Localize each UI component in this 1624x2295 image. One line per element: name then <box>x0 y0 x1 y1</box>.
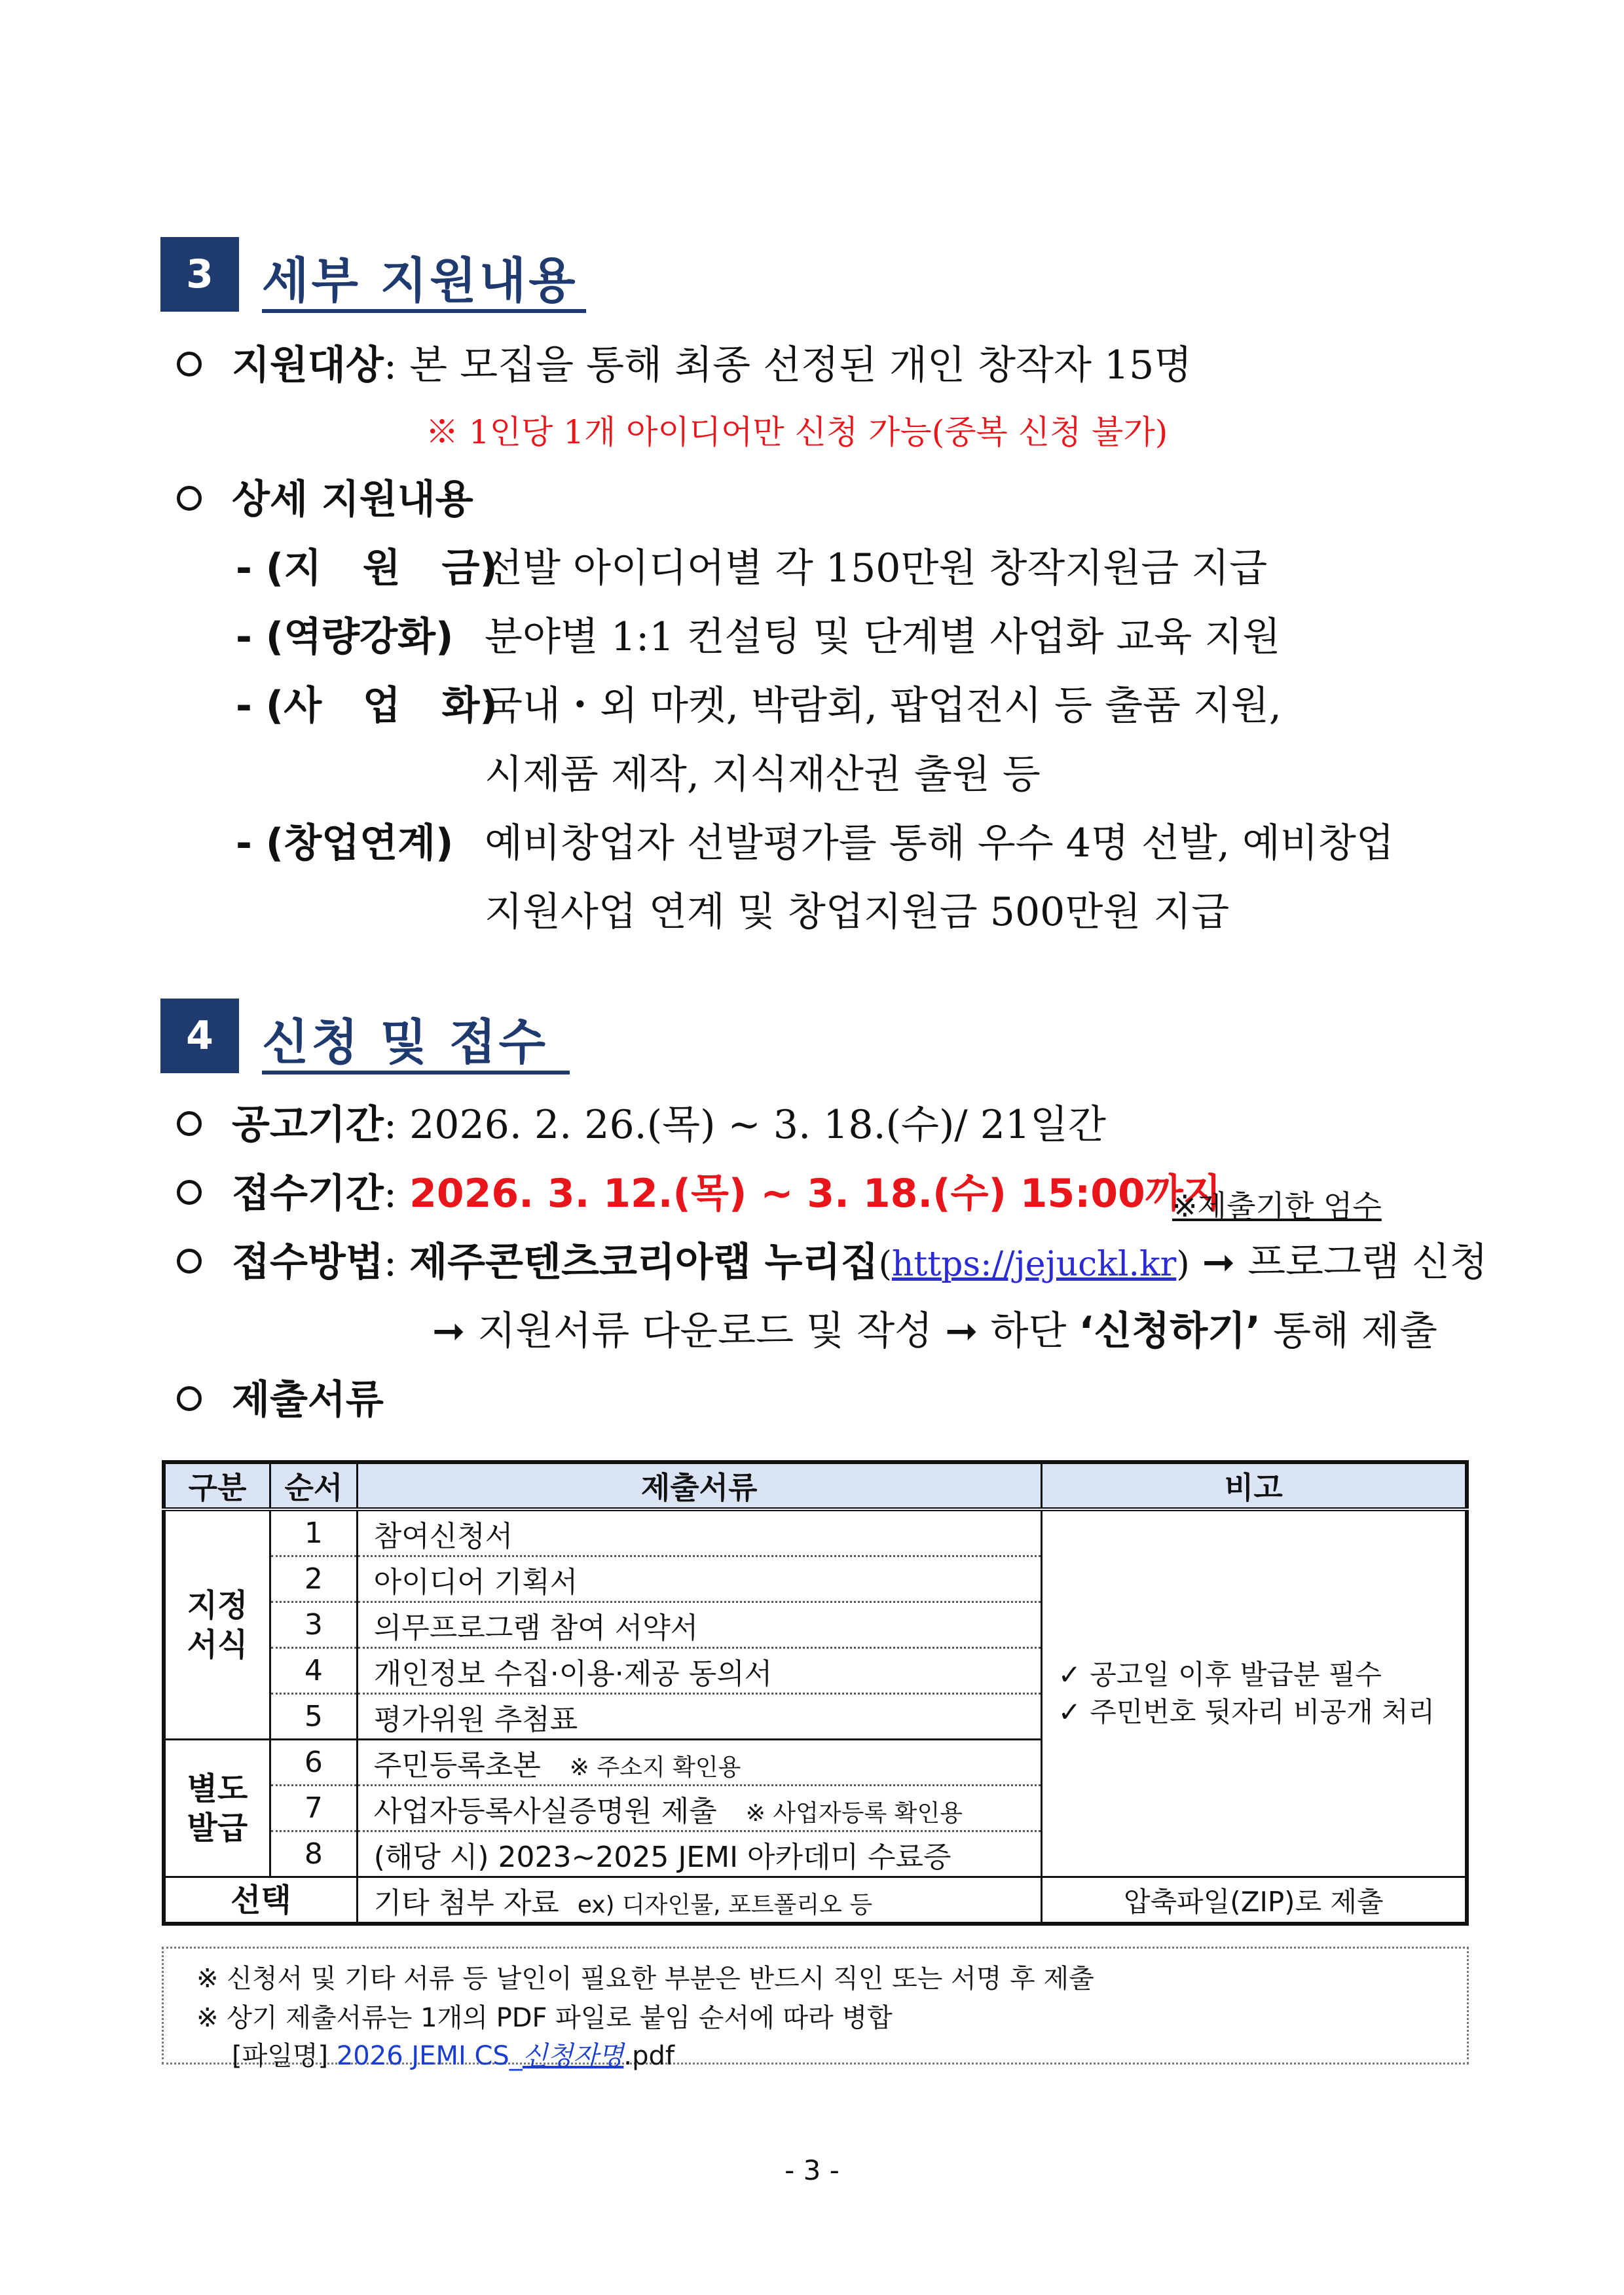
row-number: 1 <box>270 1509 358 1556</box>
receipt-deadline-note: ※제출기한 엄수 <box>1172 1188 1382 1224</box>
notice-period-line <box>177 1102 1106 1148</box>
circle-bullet-icon <box>177 1249 202 1274</box>
receipt-period-line <box>177 1171 1221 1217</box>
detail-item-text-cont: 시제품 제작, 지식재산권 출원 등 <box>485 752 1041 798</box>
filename-ext: .pdf <box>623 2041 674 2071</box>
detail-item-label: - (사 업 화) <box>236 683 498 729</box>
row-number: 2 <box>270 1556 358 1602</box>
table-row <box>164 1509 1467 1556</box>
table-header-row <box>164 1462 1467 1509</box>
row-number: 8 <box>270 1831 358 1877</box>
section-4-number: 4 <box>160 999 239 1073</box>
circle-bullet-icon <box>177 486 202 511</box>
url-open-paren: ( <box>878 1245 892 1284</box>
apply-button-label: ‘신청하기’ <box>1079 1308 1261 1354</box>
detail-heading-line <box>177 477 473 523</box>
row-document-name: 주민등록초본 <box>373 1748 541 1782</box>
receipt-method-label: 접수방법 <box>232 1239 384 1285</box>
header-category: 구분 <box>164 1462 270 1509</box>
site-url-link[interactable]: https://jejuckl.kr <box>891 1245 1177 1284</box>
remarks-cell <box>1041 1509 1467 1877</box>
circle-bullet-icon <box>177 352 202 376</box>
header-documents: 제출서류 <box>357 1462 1041 1509</box>
receipt-period-text: 2026. 3. 12.(목) ~ 3. 18.(수) 15:00까지 <box>409 1171 1221 1217</box>
row-document: 평가위원 추첨표 <box>357 1694 1041 1740</box>
row-document: (해당 시) 2023~2025 JEMI 아카데미 수료증 <box>357 1831 1041 1877</box>
detail-item-text: 선발 아이디어별 각 150만원 창작지원금 지급 <box>485 545 1268 591</box>
docs-heading: 제출서류 <box>232 1377 384 1423</box>
header-remarks: 비고 <box>1041 1462 1467 1509</box>
group-optional: 선택 <box>164 1877 357 1924</box>
documents-table <box>162 1460 1469 1926</box>
receipt-method-colon: : <box>383 1239 397 1285</box>
section-3-number: 3 <box>160 237 239 312</box>
group-designated-form: 지정 서식 <box>164 1509 270 1740</box>
note-line-2: ※ 상기 제출서류는 1개의 PDF 파일로 붙임 순서에 따라 병합 <box>196 2003 893 2033</box>
note-filename-line <box>232 2035 674 2072</box>
row-document: 참여신청서 <box>357 1509 1041 1556</box>
notice-period-label: 공고기간 <box>232 1102 384 1148</box>
filename-applicant: 신청자명 <box>522 2041 624 2071</box>
group-separately-issued: 별도 발급 <box>164 1740 270 1877</box>
note-line-1: ※ 신청서 및 기타 서류 등 날인이 필요한 부분은 반드시 직인 또는 서명 후 제출 <box>196 1964 1094 1994</box>
circle-bullet-icon <box>177 1386 202 1411</box>
row-document-name: 사업자등록사실증명원 제출 <box>373 1794 717 1828</box>
row-number: 5 <box>270 1694 358 1740</box>
detail-item-label: - (역량강화) <box>236 614 454 660</box>
detail-item-text: 국내・외 마켓, 박람회, 팝업전시 등 출품 지원, <box>485 683 1282 729</box>
remark-hide-resident-number: ✓ 주민번호 뒷자리 비공개 처리 <box>1058 1695 1435 1728</box>
receipt-colon: : <box>383 1171 397 1217</box>
row-document-note: ※ 주소지 확인용 <box>569 1753 741 1781</box>
row-number: 6 <box>270 1740 358 1786</box>
row-number: 4 <box>270 1648 358 1694</box>
method-line2-pre: ➞ 지원서류 다운로드 및 작성 ➞ 하단 <box>432 1308 1067 1354</box>
notice-period-text: : 2026. 2. 26.(목) ~ 3. 18.(수)/ 21일간 <box>383 1102 1106 1148</box>
detail-item-text: 예비창업자 선발평가를 통해 우수 4명 선발, 예비창업 <box>485 820 1394 866</box>
circle-bullet-icon <box>177 1111 202 1136</box>
optional-document <box>357 1877 1041 1924</box>
method-line2-post: 통해 제출 <box>1273 1308 1437 1354</box>
optional-document-name: 기타 첨부 자료 <box>373 1886 559 1920</box>
row-document: 아이디어 기획서 <box>357 1556 1041 1602</box>
circle-bullet-icon <box>177 1180 202 1205</box>
url-close-paren: ) <box>1176 1245 1190 1284</box>
docs-heading-line <box>177 1377 384 1423</box>
notes-box <box>162 1947 1469 2071</box>
method-arrow-text: ➞ 프로그램 신청 <box>1202 1239 1488 1285</box>
support-target-note: ※ 1인당 1개 아이디어만 신청 가능(중복 신청 불가) <box>426 413 1168 451</box>
header-order: 순서 <box>270 1462 358 1509</box>
row-document: 의무프로그램 참여 서약서 <box>357 1602 1041 1648</box>
support-target-line <box>177 342 1192 388</box>
filename-prefix: 2026 JEMI CS_ <box>336 2041 523 2071</box>
receipt-method-line2 <box>432 1308 1437 1354</box>
page-number: - 3 - <box>784 2154 840 2186</box>
table-row-optional <box>164 1877 1467 1924</box>
remark-issued-after-notice: ✓ 공고일 이후 발급분 필수 <box>1058 1658 1382 1691</box>
detail-item-label: - (지 원 금) <box>236 545 498 591</box>
detail-item-label: - (창업연계) <box>236 820 454 866</box>
row-document <box>357 1740 1041 1786</box>
row-number: 3 <box>270 1602 358 1648</box>
support-target-text: : 본 모집을 통해 최종 선정된 개인 창작자 15명 <box>383 342 1192 388</box>
method-site-name: 제주콘텐츠코리아랩 누리집 <box>409 1239 879 1285</box>
row-document <box>357 1786 1041 1831</box>
row-document: 개인정보 수집·이용·제공 동의서 <box>357 1648 1041 1694</box>
support-target-label: 지원대상 <box>232 342 384 388</box>
detail-item-text-cont: 지원사업 연계 및 창업지원금 500만원 지급 <box>485 889 1230 935</box>
optional-document-note: ex) 디자인물, 포트폴리오 등 <box>577 1891 873 1919</box>
row-number: 7 <box>270 1786 358 1831</box>
section-4-title: 신청 및 접수 <box>262 1014 548 1071</box>
receipt-period-label: 접수기간 <box>232 1171 384 1217</box>
section-3-underline <box>262 309 586 313</box>
row-document-note: ※ 사업자등록 확인용 <box>745 1799 963 1827</box>
detail-item-text: 분야별 1:1 컨설팅 및 단계별 사업화 교육 지원 <box>485 614 1281 660</box>
optional-remark: 압축파일(ZIP)로 제출 <box>1124 1885 1384 1918</box>
section-3-title: 세부 지원내용 <box>262 253 578 309</box>
receipt-method-line <box>177 1239 1488 1285</box>
detail-heading: 상세 지원내용 <box>232 477 473 523</box>
filename-label: [파일명] <box>232 2041 329 2071</box>
section-4-underline <box>262 1071 570 1074</box>
